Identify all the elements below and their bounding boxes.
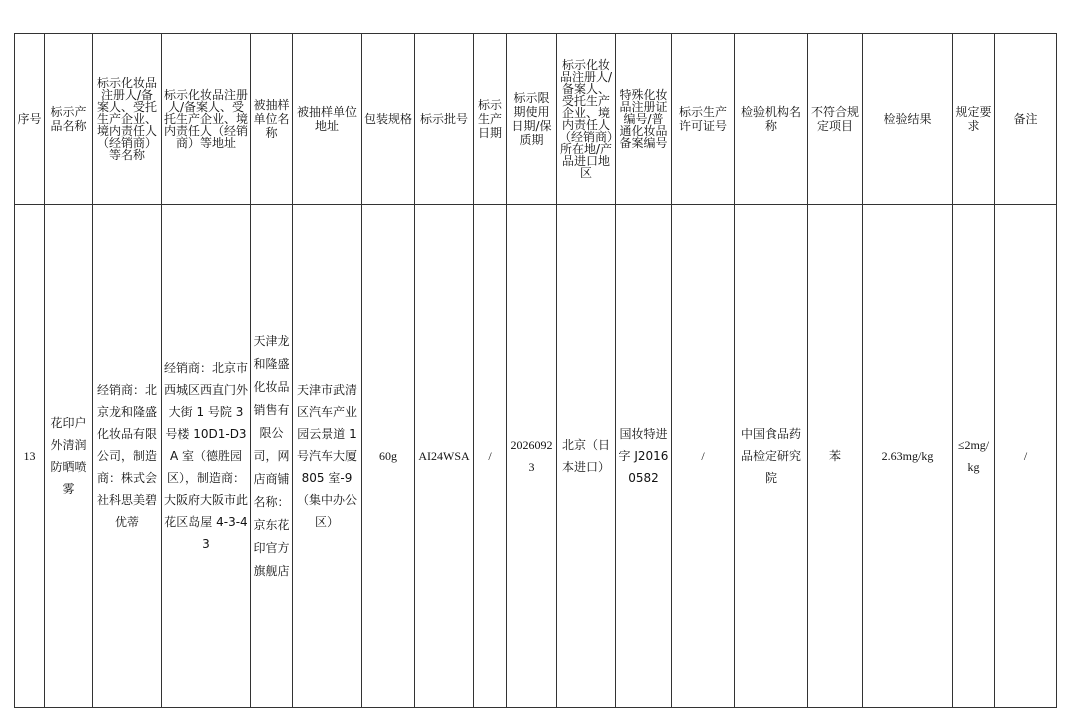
cell-origin-region: 北京（日本进口） — [557, 205, 616, 708]
header-registration-no: 特殊化妆品注册证编号/普通化妆品备案编号 — [616, 34, 672, 205]
cell-nonconforming-item: 苯 — [808, 205, 863, 708]
header-inspection-agency: 检验机构名称 — [735, 34, 808, 205]
inspection-report-sheet — [14, 33, 1056, 707]
header-sampled-unit-address: 被抽样单位地址 — [293, 34, 362, 205]
header-sampled-unit-name: 被抽样单位名称 — [251, 34, 293, 205]
header-registrant-name: 标示化妆品注册人/备案人、受托生产企业、境内责任人（经销商）等名称 — [93, 34, 162, 205]
cell-registration-no: 国妆特进字 J20160582 — [616, 205, 672, 708]
table-row — [15, 205, 1057, 708]
cell-package-spec: 60g — [362, 205, 415, 708]
header-test-result: 检验结果 — [863, 34, 953, 205]
header-registrant-address: 标示化妆品注册人/备案人、受托生产企业、境内责任人（经销商）等地址 — [162, 34, 251, 205]
cell-production-license: / — [672, 205, 735, 708]
header-package-spec: 包装规格 — [362, 34, 415, 205]
cell-sampled-unit-address: 天津市武清区汽车产业园云景道 1 号汽车大厦 805 室-9（集中办公区） — [293, 205, 362, 708]
cell-sampled-unit-name: 天津龙和隆盛化妆品销售有限公司，网店商铺名称：京东花印官方旗舰店 — [251, 205, 293, 708]
header-origin-region: 标示化妆品注册人/备案人、受托生产企业、境内责任人（经销商）所在地/产品进口地区 — [557, 34, 616, 205]
cell-registrant-address: 经销商：北京市西城区西直门外大街 1 号院 3 号楼 10D1-D3A 室（德胜园区），制造商：大阪府大阪市此花区岛屋 4-3-43 — [162, 205, 251, 708]
header-nonconforming-item: 不符合规定项目 — [808, 34, 863, 205]
header-production-license: 标示生产许可证号 — [672, 34, 735, 205]
header-production-date: 标示生产日期 — [474, 34, 507, 205]
cell-production-date: / — [474, 205, 507, 708]
cell-batch-no: AI24WSA — [415, 205, 474, 708]
table-header-row — [15, 34, 1057, 205]
cell-remark: / — [995, 205, 1057, 708]
header-remark: 备注 — [995, 34, 1057, 205]
cell-requirement: ≤2mg/kg — [953, 205, 995, 708]
cell-expiry: 20260923 — [507, 205, 557, 708]
header-batch-no: 标示批号 — [415, 34, 474, 205]
header-expiry: 标示限期使用日期/保质期 — [507, 34, 557, 205]
cell-registrant-name: 经销商：北京龙和隆盛化妆品有限公司，制造商：株式会社科思美碧优蒂 — [93, 205, 162, 708]
cell-inspection-agency: 中国食品药品检定研究院 — [735, 205, 808, 708]
cell-seq: 13 — [15, 205, 45, 708]
header-seq: 序号 — [15, 34, 45, 205]
header-product-name: 标示产品名称 — [45, 34, 93, 205]
inspection-results-table — [14, 33, 1057, 708]
cell-product-name: 花印户外清润防晒喷雾 — [45, 205, 93, 708]
cell-test-result: 2.63mg/kg — [863, 205, 953, 708]
header-requirement: 规定要求 — [953, 34, 995, 205]
